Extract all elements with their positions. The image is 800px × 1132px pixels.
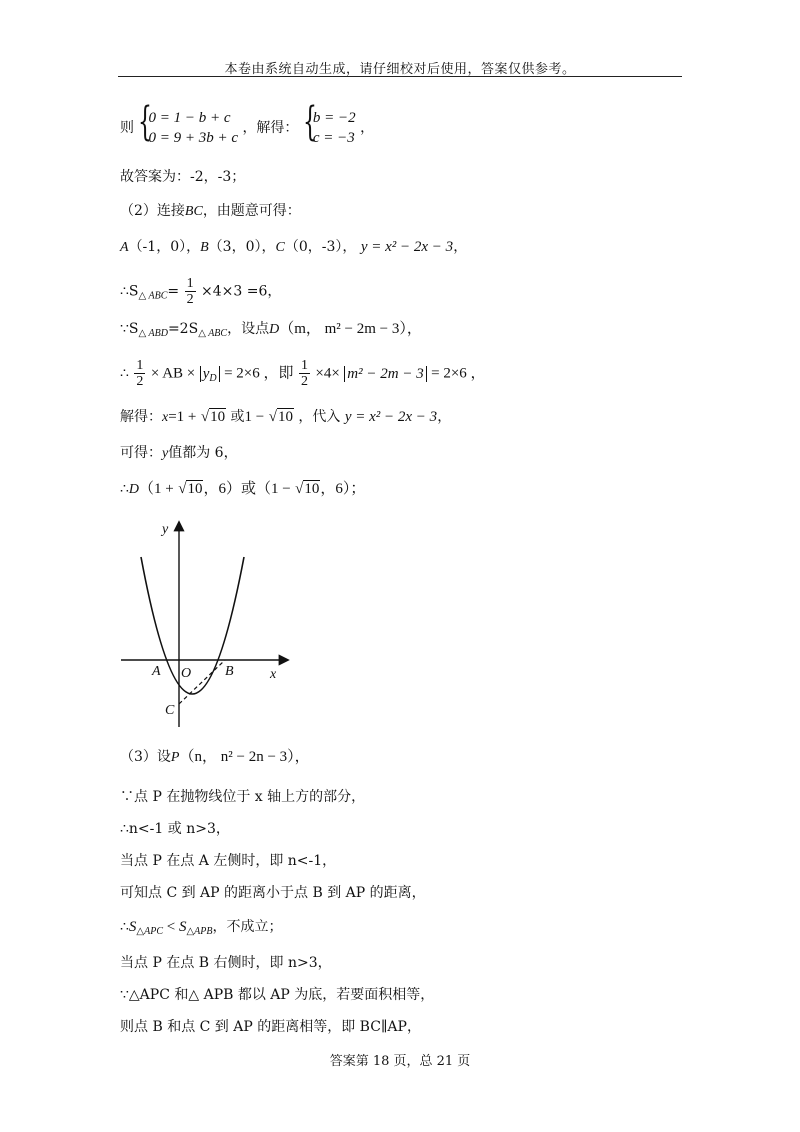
point-d-coord: （m， m² − 2m − 3）， <box>279 321 422 337</box>
fraction-half: $\frac{1}{2}$ <box>300 358 308 389</box>
subscript: △APC <box>136 926 163 937</box>
text: ， <box>453 239 468 255</box>
text-comma: ， <box>360 120 375 136</box>
line-14: 当点 P 在点 A 左侧时，即 n<-1， <box>120 853 337 869</box>
text: = 2×6 ，即 <box>224 365 294 382</box>
fraction-half: $\frac{1}{2}$ <box>186 276 194 307</box>
text: ，设点 <box>227 321 270 337</box>
text: =2S <box>167 321 199 337</box>
text-solve: ，解得： <box>242 120 299 136</box>
text-ze: 则 <box>120 120 134 136</box>
var-bc: BC <box>184 204 203 219</box>
y-values-line <box>120 444 238 463</box>
var-y: y <box>162 446 169 461</box>
text: 1 − <box>244 409 265 425</box>
abs-yd: $y_D$ <box>200 366 220 382</box>
text: ∵S <box>120 321 139 337</box>
area-compare-line <box>120 918 282 941</box>
text: ， <box>437 409 452 425</box>
area-abd-line <box>120 320 422 343</box>
point-d: D <box>128 482 140 497</box>
sqrt-10: √10 <box>178 481 203 497</box>
header-rule <box>118 76 682 77</box>
line-19: 则点 B 和点 C 到 AP 的距离相等，即 BC∥AP， <box>120 1019 421 1035</box>
s-symbol: S <box>178 919 187 935</box>
text: × AB × <box>150 365 196 382</box>
s-symbol: S <box>128 919 137 935</box>
text: ，不成立； <box>212 919 283 935</box>
line-18: ∵△APC 和△ APB 都以 AP 为底，若要面积相等， <box>120 987 435 1003</box>
equation-system: { 0 = 1 − b + c 0 = 9 + 3b + c <box>138 99 238 146</box>
point-p: P <box>170 750 180 765</box>
subscript: △ ABC <box>198 328 228 339</box>
part3-intro <box>120 748 310 767</box>
line-13: ∴n<-1 或 n>3， <box>120 821 230 837</box>
points-line <box>120 238 467 257</box>
abs-expr: m² − 2m − 3 <box>344 366 426 382</box>
line-15: 可知点 C 到 AP 的距离小于点 B 到 AP 的距离， <box>120 885 426 901</box>
point-a-coord: （-1，0）， <box>128 239 201 255</box>
text: 或 <box>230 409 245 425</box>
d-result-line <box>120 480 365 499</box>
part2-intro <box>120 202 301 221</box>
subscript: △ ABC <box>138 290 168 302</box>
equation-1: 0 = 1 − b + c <box>148 110 231 126</box>
point-b: B <box>200 240 209 255</box>
text: < <box>163 919 179 935</box>
text: 可得： <box>120 445 162 461</box>
label-x: x <box>270 667 277 682</box>
page-header: 本卷由系统自动生成，请仔细校对后使用，答案仅供参考。 <box>224 62 576 77</box>
text: = <box>167 283 180 300</box>
text: ×4×3 =6， <box>201 283 282 300</box>
page-footer: 答案第 18 页，总 21 页 <box>329 1054 471 1069</box>
text: ∴ <box>120 481 129 497</box>
subscript: △APB <box>186 926 213 937</box>
point-d: D <box>269 322 280 337</box>
function-expr: y = x² − 2x − 3 <box>360 239 454 255</box>
solution-b: b = −2 <box>312 110 356 126</box>
fraction-half: $\frac{1}{2}$ <box>136 358 144 389</box>
sqrt-10: √10 <box>295 481 320 497</box>
area-equation-line <box>120 358 486 389</box>
point-b-coord: （3，0）， <box>208 239 276 255</box>
point-p-coord: （n， n² − 2n − 3）， <box>179 749 310 765</box>
text: =1 + <box>168 409 197 425</box>
text: ∴S <box>120 283 139 300</box>
text: ，6）或（1 − <box>203 481 291 497</box>
text: ∴ <box>120 919 129 935</box>
text: 解得： <box>120 409 162 425</box>
solution-c: c = −3 <box>312 130 355 146</box>
line-12: ∵点 P 在抛物线位于 x 轴上方的部分， <box>120 789 366 805</box>
text: （2）连接 <box>120 203 185 219</box>
point-a: A <box>120 240 129 255</box>
text: ×4× <box>315 365 340 382</box>
solution-line-system <box>120 99 375 148</box>
solve-x-line <box>120 408 451 427</box>
text: ，代入 <box>298 409 341 425</box>
label-y: y <box>162 522 169 537</box>
parabola-figure <box>115 515 295 735</box>
answer-line: 故答案为：-2，-3； <box>120 169 246 185</box>
text: ，6）； <box>320 481 366 497</box>
label-c: C <box>165 703 175 718</box>
subscript: △ ABD <box>138 328 168 339</box>
label-b: B <box>225 664 234 679</box>
label-a: A <box>152 664 161 679</box>
sqrt-10: √10 <box>200 409 226 425</box>
function-expr: y = x² − 2x − 3 <box>344 409 438 425</box>
area-abc-line <box>120 276 281 307</box>
var-x: x <box>162 410 169 425</box>
equation-2: 0 = 9 + 3b + c <box>148 130 238 146</box>
text: （3）设 <box>120 749 171 765</box>
label-o: O <box>181 666 192 681</box>
point-c-coord: （0，-3）， <box>284 239 357 255</box>
text: ∴ <box>120 365 129 382</box>
solution-system: { b = −2 c = −3 <box>302 99 356 146</box>
text: ，由题意可得： <box>202 203 301 219</box>
sqrt-10: √10 <box>268 409 293 425</box>
text: = 2×6 ， <box>431 365 486 382</box>
text: 值都为 6， <box>168 445 238 461</box>
point-c: C <box>275 240 285 255</box>
line-17: 当点 P 在点 B 右侧时，即 n>3， <box>120 955 332 971</box>
text: （1 + <box>139 481 174 497</box>
